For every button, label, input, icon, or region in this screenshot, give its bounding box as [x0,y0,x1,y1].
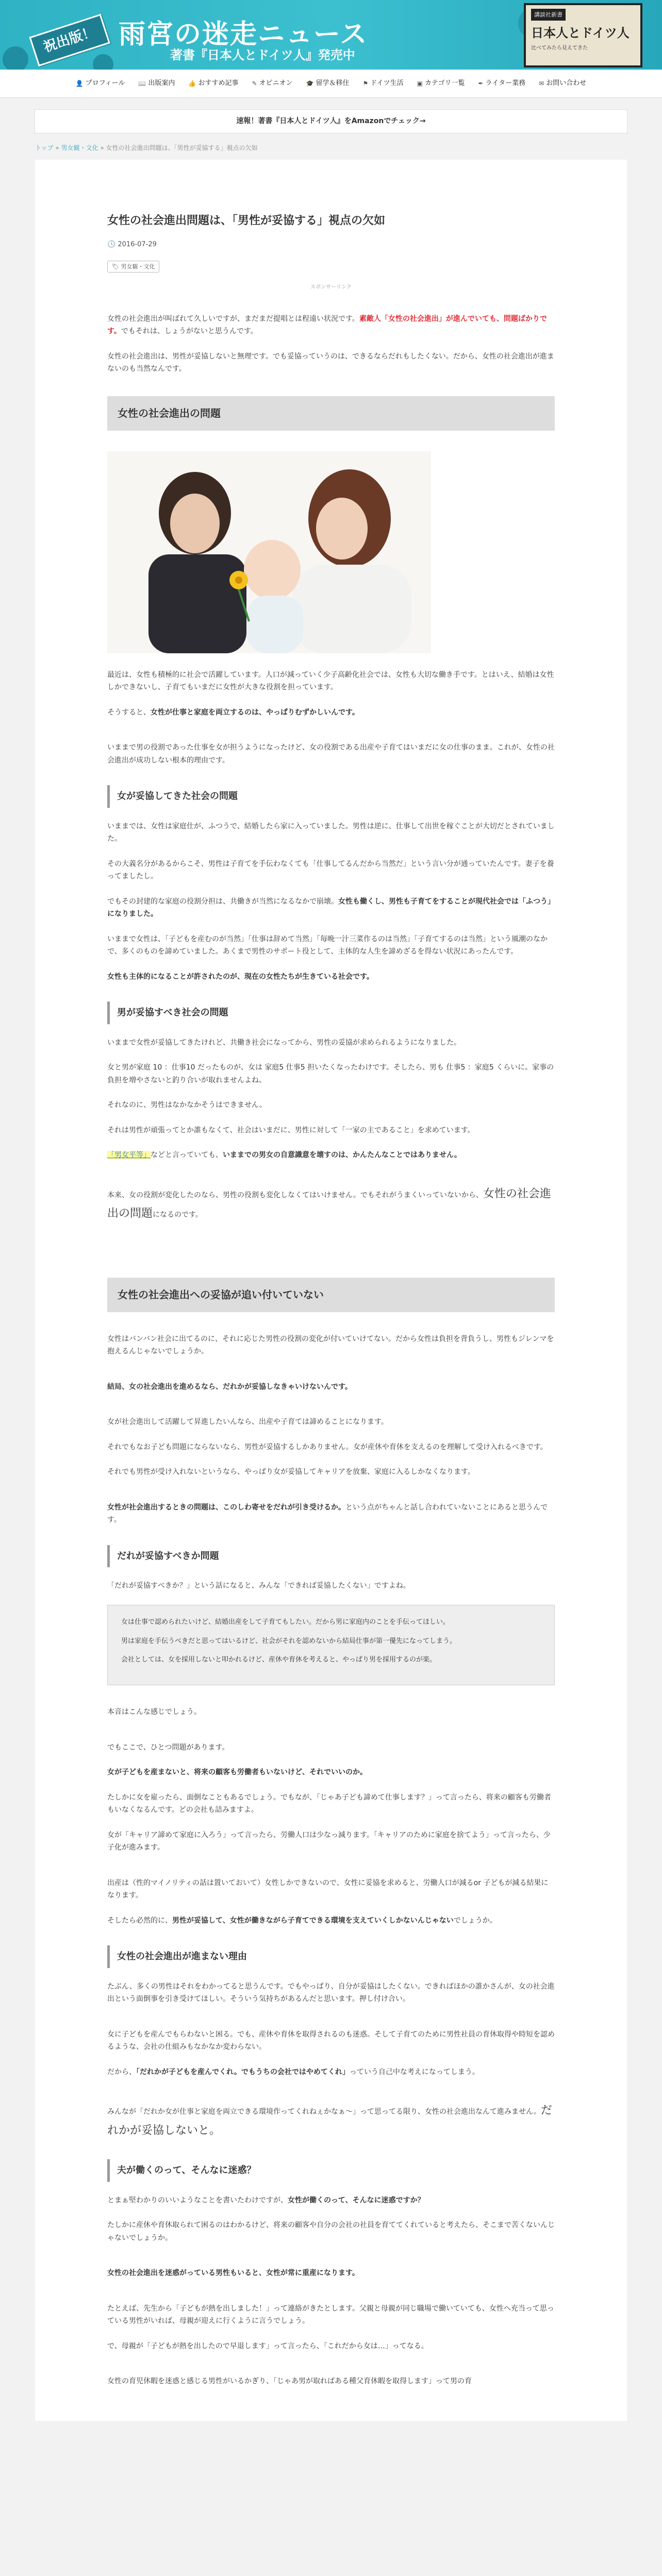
paragraph: いままで男の役割であった仕事を女が担うようになったけど、女の役割である出産や子育てはいまだに女の仕事のまま。これが、女性の社会進出が成功しない根本的理由です。 [107,743,555,765]
paragraph: 女性が社会進出するときの問題は、このしわ寄せをだれが引き受けるか。という点がちゃんと話し合われていないことにあると思うんです。 [107,1503,548,1524]
paragraph: でもその封建的な家庭の役割分担は、共働きが当然になるなかで崩壊。女性も働くし、男性も子育てをすることが現代社会では「ふつう」になりました。 [107,897,555,919]
nav-item-opinion[interactable] [252,78,292,90]
pen-icon: ✒ [478,79,484,87]
paragraph: 女性はバンバン社会に出てるのに、それに応じた男性の役割の変化が付いていけてない。だから女性は負担を背負うし、男性もジレンマを抱えるんじゃないでしょうか。 [107,1334,554,1356]
paragraph: みんなが「だれか女が仕事と家庭を両立できる環境作ってくれねぇかなぁ～」って思ってる限り、女性の社会進出なんて進みません。だれかが妥協しないと。 [107,2104,552,2137]
site-banner[interactable] [0,0,662,70]
thumbs-up-icon: 👍 [188,79,196,87]
paragraph: 女性の社会進出は、男性が妥協しないと無理です。でも妥協っていうのは、できるならだれもしたくない。だから、女性の社会進出が進まないのも当然なんです。 [107,352,554,374]
tag-label: 男女観・文化 [121,263,155,270]
breadcrumb-sep: » [55,144,59,151]
family-photo [107,451,431,653]
paragraph: だから、「だれかが子どもを産んでくれ。でもうちの会社ではやめてくれ」っていう自己中な考えになってしまう。 [107,2067,479,2076]
book-cover[interactable] [524,3,642,67]
nav-item-profile[interactable] [76,78,125,90]
book-label: 講談社新書 [531,9,566,21]
paragraph: 結局、女の社会進出を進めるなら、だれかが妥協しなきゃいけないんです。 [107,1382,352,1391]
paragraph: そうすると、女性が仕事と家庭を両立するのは、やっぱりむずかしいんです。 [107,708,359,717]
paragraph: 「男女平等」などと言っていても、いままでの男女の自意識意を壊すのは、かんたんなことではありません。 [107,1151,461,1160]
breadcrumb-category[interactable]: 男女観・文化 [61,144,98,151]
breadcrumb-sep: » [100,144,104,151]
nav-item-recommended[interactable] [188,78,238,90]
subsection-heading: 女が妥協してきた社会の問題 [107,785,555,808]
nav-label: おすすめ記事 [198,79,239,87]
paragraph: で、母親が「子どもが熱を出したので早退します」って言ったら、「これだから女は…」ってなる。 [107,2342,428,2350]
person-icon: 👤 [75,79,84,87]
paragraph: 「だれが妥協すべきか？」という話になると、みんな「できれば妥協したくない」ですよね。 [107,1582,410,1590]
mail-icon: ✉ [539,79,544,87]
paragraph: いままで女性が妥協してきたけれど、共働き社会になってから、男性の妥協が求められるようになりました。 [107,1038,461,1047]
nav-label: 出版案内 [148,79,175,87]
quote-line: 女は仕事で認められたいけど、結婚出産をして子育てもしたい。だから男に家庭内のことを手伝ってほしい。 [121,1618,450,1626]
post-title: 女性の社会進出問題は、「男性が妥協する」視点の欠如 [107,214,386,227]
book-subtitle: 比べてみたら見えてきた [531,45,588,51]
nav-label: プロフィール [85,79,125,87]
paragraph: 女性も主体的になることが許されたのが、現在の女性たちが生きている社会です。 [107,972,374,981]
tag-icon: 🏷 [112,263,119,270]
paragraph: 本音はこんな感じでしょう。 [107,1708,201,1716]
inline-link[interactable]: 「男女平等」 [107,1151,151,1160]
nav-item-categories[interactable] [417,78,465,90]
paragraph: それは男性が頑張ってとか誰もなくて、社会はいまだに、男性に対して「一家の主であること」を求めています。 [107,1126,475,1134]
subsection-heading: だれが妥協すべきか問題 [107,1545,555,1568]
paragraph: たぶん、多くの男性はそれをわかってると思うんです。でもやっぱり、自分が妥協はしたくない。できればほかの誰かさんが、女の社会進出という面倒事を引き受けてほしい。そういう気持ちがあるんだと思います。押し付け合い。 [107,1982,555,2003]
nav-item-books[interactable] [138,78,175,90]
banner-ribbon: 祝出版！ [29,14,110,66]
paragraph: たしかに女を雇ったら、面倒なこともあるでしょう。でもなが、「じゃあ子ども諦めて仕事します？」って言ったら、将来の顧客も労働者もいなくなるんです。どの会社も詰みますよ。 [107,1793,551,1814]
paragraph: 女と男が家庭 10 ：仕事10 だったものが、女は 家庭5 仕事5 担いたくなったわけです。そしたら、男も 仕事5 ：家庭5 くらいに。家事の負担を増やさないと釣り合いが取れませんよね。 [107,1063,554,1084]
paragraph: そしたら必然的に、男性が妥協して、女性が働きながら子育てできる環境を支えていくしかないんじゃないでしょうか。 [107,1916,497,1925]
folder-icon: ▣ [417,79,423,87]
paragraph: 最近は、女性も積極的に社会で活躍しています。人口が減っていく少子高齢化社会では、女性も大切な働き手です。とはいえ、結婚は女性しかできないし、子育てもいまだに女性が大きな役割を担っています。 [107,670,554,692]
paragraph: 女が社会進出して活躍して昇進したいんなら、出産や子育ては諦めることになります。 [107,1418,388,1427]
category-tag[interactable] [107,261,159,273]
paragraph: とまぁ堅わかりのいいようなことを書いたわけですが、女性が働くのって、そんなに迷惑ですか？ [107,2196,425,2205]
paragraph: 女が子どもを産まないと、将来の顧客も労働者もいないけど、それでいいのか。 [107,1768,367,1776]
paragraph: いままで女性は、「子どもを産むのが当然」「仕事は辞めて当然」「毎晩一汁三菜作るのは当然」「子育てするのは当然」という風潮のなかで、多くのものを諦めていました。あくまで男性のサポート役として、主体的な人生を諦めざるを得ない状況にあったんです。 [107,935,548,956]
comment-icon: ✎ [252,79,257,87]
breadcrumb-current: 女性の社会進出問題は、「男性が妥協する」視点の欠如 [106,144,258,151]
paragraph: 出産は（性的マイノリティの話は置いておいて）女性しかできないので、女性に妥協を求めると、労働人口が減るor 子どもが減る結果になります。 [107,1878,549,1900]
breadcrumb-home[interactable]: トップ [35,144,54,151]
nav-label: ライター業務 [485,79,526,87]
paragraph: でもここで、ひとつ問題があります。 [107,1743,229,1752]
paragraph: 女性の育児休暇を迷惑と感じる男性がいるかぎり、「じゃあ男が取ればある種父育休暇を取得します」って男の育 [107,2377,472,2385]
clock-icon: 🕓 [107,241,116,248]
paragraph: 本来、女の役割が変化したのなら、男性の役割も変化しなくてはいけません。でもそれがうまくいっていないから、女性の社会進出の問題になるのです。 [107,1187,551,1221]
graduation-icon: 🎓 [306,79,314,87]
paragraph: たしかに産休や育休取られて困るのはわかるけど、将来の顧客や自分の会社の社員を育ててくれていると考えたら、そこまで苦くないんじゃないでしょうか。 [107,2221,555,2242]
paragraph: それでもなお子ども問題にならないなら、男性が妥協するしかありません。女が産休や育休を支えるのを理解して受け入れるべきです。 [107,1443,548,1451]
subsection-heading: 女性の社会進出が進まない理由 [107,1945,555,1968]
paragraph: その大義名分があるからこそ、男性は子育てを手伝わなくても「仕事してるんだから当然だ」という言い分が通っていたんです。妻子を養ってましたし。 [107,859,554,881]
nav-label: 留学＆移住 [316,79,350,87]
paragraph: 女性の社会進出を迷惑がっている男性もいると、女性が常に重産になります。 [107,2269,359,2277]
nav-label: オピニオン [259,79,293,87]
flag-icon: ⚑ [362,79,369,87]
paragraph: いままでは、女性は家庭仕が、ふつうで、結婚したら家に入っていました。男性は逆に、仕事して出世を稼ぐことが大切だとされていました。 [107,822,555,843]
book-title: 日本人とドイツ人 [531,25,630,40]
nav-item-germany[interactable] [363,78,404,90]
site-subtitle: 著書『日本人とドイツ人』発売中 [170,48,355,62]
nav-label: カテゴリ一覧 [424,79,465,87]
quote-box [107,1605,555,1685]
nav-label: お問い合わせ [546,79,587,87]
section-heading: 女性の社会進出への妥協が追い付いていない [107,1278,555,1312]
section-heading: 女性の社会進出の問題 [107,396,555,431]
sponsor-label: スポンサーリンク [310,284,352,291]
paragraph: 女が「キャリア諦めて家庭に入ろう」って言ったら、労働人口は少なっ減ります。「キャリアのために家庭を捨てよう」って言ったら、少子化が進みます。 [107,1831,551,1852]
quote-line: 男は家庭を手伝うべきだと思ってはいるけど、社会がそれを認めないから結局仕事が第一優先になってしまう。 [121,1637,457,1645]
nav-item-writer[interactable] [478,78,525,90]
subsection-heading: 夫が働くのって、そんなに迷惑？ [107,2159,555,2182]
nav-item-contact[interactable] [539,78,586,90]
book-icon: 📖 [138,79,146,87]
decor-dot [3,46,28,70]
post-date [107,239,555,251]
main-nav [0,70,662,98]
site-title[interactable]: 雨宮の迷走ニュース [119,19,368,50]
paragraph: たとえば、先生から「子どもが熱を出しました！」って連絡がきたとします。父親と母親が同じ職場で働いていても、女性へ充当って思っている男性がいれば、母親が迎えに行くように言うでしょう。 [107,2304,554,2325]
article [35,160,627,2421]
subsection-heading: 男が妥協すべき社会の問題 [107,1002,555,1024]
nav-label: ドイツ生活 [370,79,404,87]
nav-item-study[interactable] [306,78,350,90]
paragraph: 女に子どもを産んでもらわないと困る。でも、産休や育休を取得されるのも迷惑。そして子育てのために男性社員の育休取得や時短を認めるような、会社の仕組みもなかなか変わらない。 [107,2030,555,2051]
paragraph: それなのに、男性はなかなかそうはできません。 [107,1101,267,1110]
paragraph: 女性の社会進出が叫ばれて久しいですが、まだまだ提唱とは程遠い状況です。素敵人「女性の社会進出」が進んでいても、問題ばかりです。でもそれは、しょうがないと思うんです。 [107,314,547,336]
notice-bar[interactable]: 速報！著書『日本人とドイツ人』をAmazonでチェック→ [35,109,627,133]
date-text: 2016-07-29 [118,241,157,248]
breadcrumb [35,143,627,154]
paragraph: それでも男性が受け入れないというなら、やっぱり女が妥協してキャリアを放棄、家庭に入るしかなくなります。 [107,1468,475,1477]
decor-dot [93,54,113,70]
quote-line: 会社としては、女を採用しないと叩かれるけど、産休や育休を考えると、やっぱり男を採用するのが楽。 [121,1656,437,1664]
